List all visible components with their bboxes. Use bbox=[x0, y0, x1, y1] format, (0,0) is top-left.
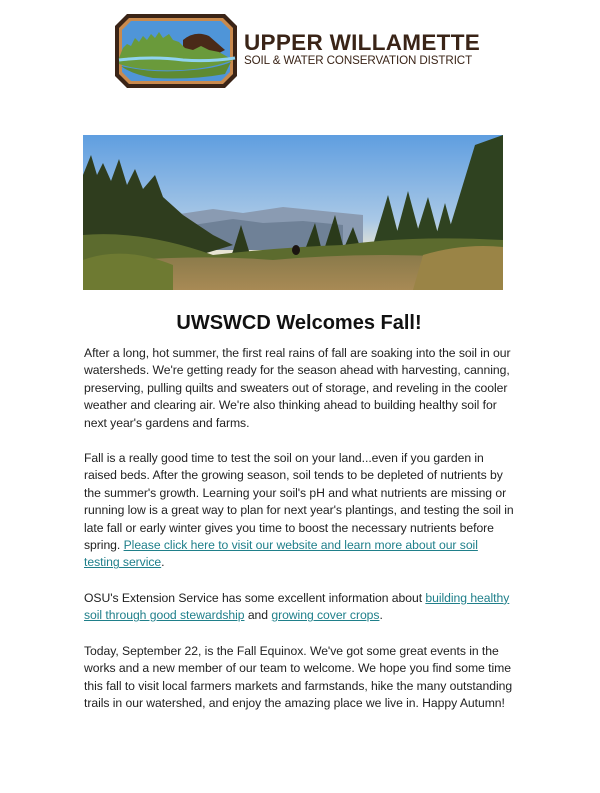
landscape-badge-icon bbox=[113, 12, 239, 90]
cover-crops-link[interactable]: growing cover crops bbox=[271, 608, 380, 623]
paragraph-osu-extension bbox=[84, 590, 514, 625]
healthy-soil-link[interactable]: building healthy soil through good stewardship bbox=[84, 590, 510, 623]
article-title: UWSWCD Welcomes Fall! bbox=[176, 312, 422, 334]
paragraph-equinox: Today, September 22, is the Fall Equinox. We've got some great events in the works and a new member of our team to welcome. We hope you find some time this fall to visit local farmers markets and farmstands, hike the many outstanding trails in our watershed, and enjoy the amazing place we live in. Happy Autumn! bbox=[84, 643, 513, 710]
org-name: UPPER WILLAMETTE bbox=[244, 30, 481, 55]
conjunction: and bbox=[244, 608, 272, 623]
article bbox=[84, 310, 514, 730]
soil-testing-text: Fall is a really good time to test the soil on your land...even if you garden in raised beds. After the growing season, soil tends to be depleted of nutrients by the summer's growth. Learning your soil's pH and what nutrients are missing or running low is a great way to plan for next year's plantings, and testing the soil in late fall or early winter gives you time to boost the necessary nutrients before spring. bbox=[84, 451, 514, 553]
period: . bbox=[161, 555, 165, 570]
paragraph-soil-testing bbox=[84, 450, 514, 572]
header bbox=[0, 0, 600, 100]
org-subtitle: SOIL & WATER CONSERVATION DISTRICT bbox=[244, 54, 473, 67]
paragraph-intro: After a long, hot summer, the first real rains of fall are soaking into the soil in our watersheds. We're getting ready for the season ahead with harvesting, canning, preserving, pulling quilts and sweaters out of storage, and reveling in the cooler weather and clearing air. We're also thinking ahead to building healthy soil for next year's gardens and farms. bbox=[84, 346, 511, 430]
soil-testing-link[interactable]: Please click here to visit our website and learn more about our soil testing service bbox=[84, 538, 478, 570]
org-wordmark bbox=[244, 32, 480, 68]
period: . bbox=[379, 608, 383, 623]
osu-text: OSU's Extension Service has some excellent information about bbox=[84, 590, 426, 605]
hero-image bbox=[83, 135, 503, 290]
